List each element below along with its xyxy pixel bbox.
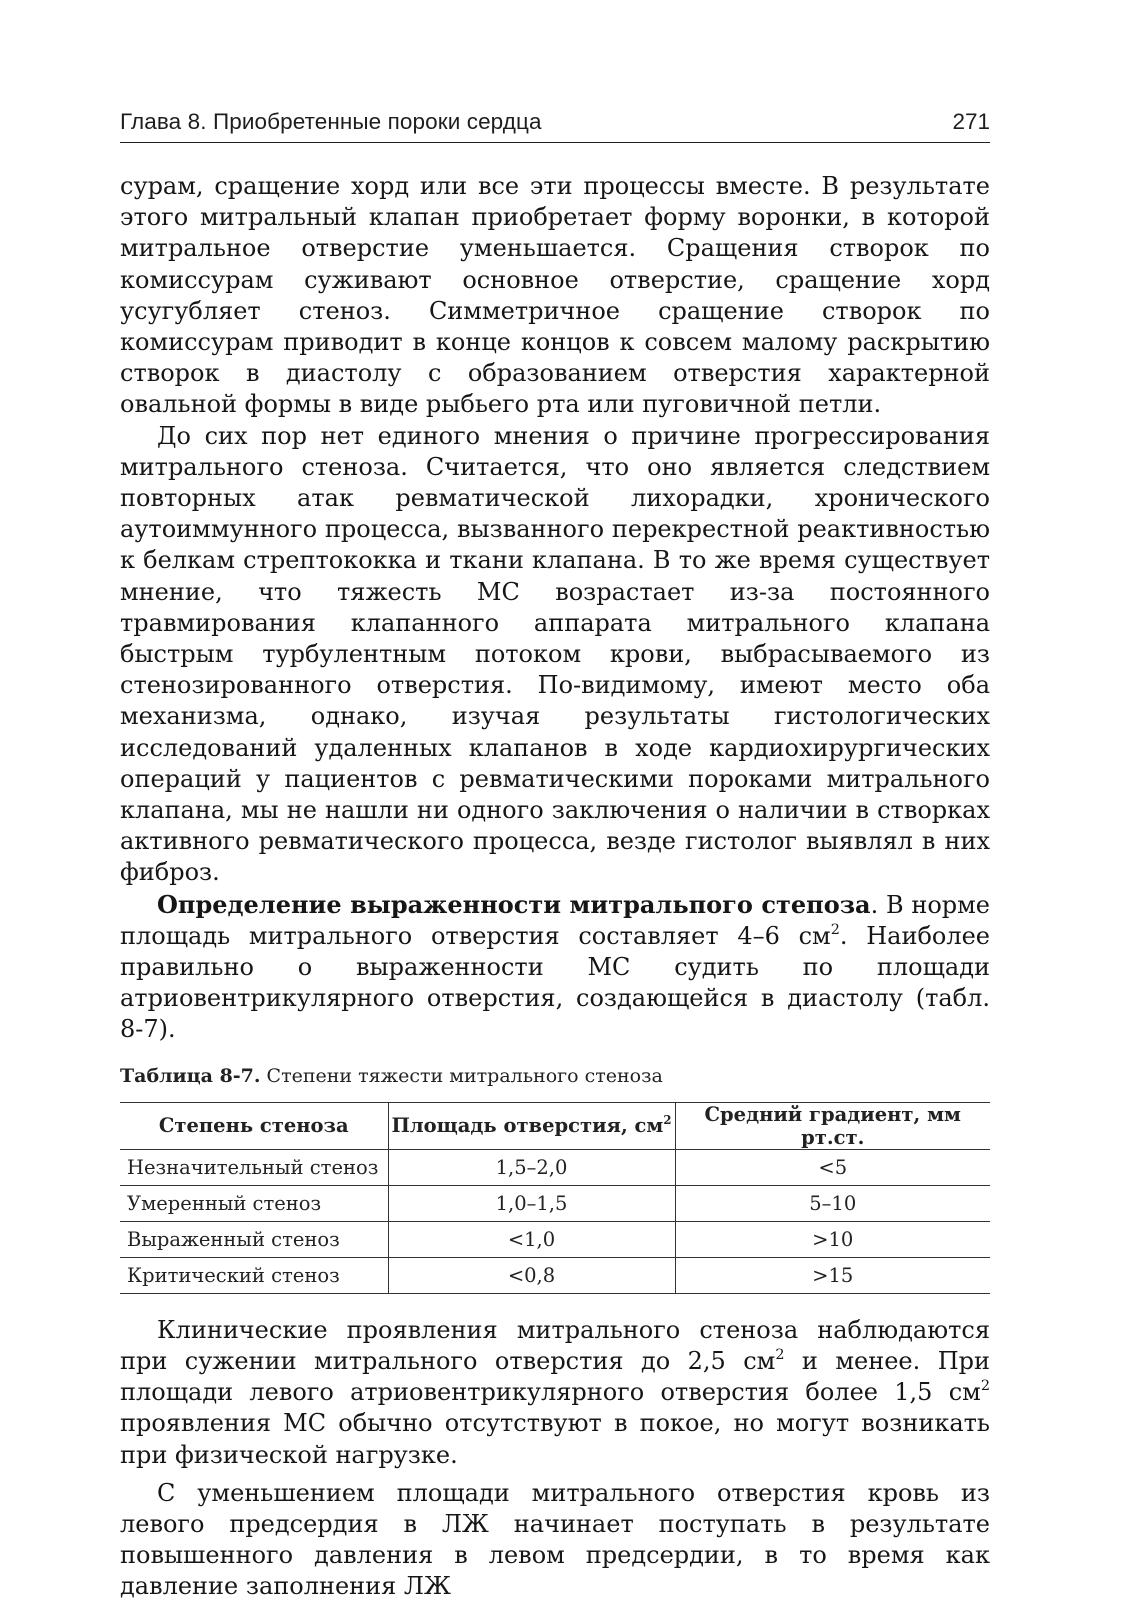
cell-degree: Выраженный стеноз: [120, 1221, 388, 1257]
cell-gradient: <5: [675, 1149, 990, 1185]
paragraph-5: С уменьшением площади митрального отверстия кровь из левого предсердия в ЛЖ начинает поступать в результате повышенного давления в левом предсердии, в то время как давление заполнения ЛЖ: [120, 1478, 990, 1601]
section-heading: Определение выраженности митральпого степоза: [157, 889, 871, 919]
table-row: [120, 1221, 990, 1257]
page-number: 271: [952, 109, 990, 134]
paragraph-3-text-b: . Наиболее правильно о выраженности МС судить по площади атриовентрикулярного отверстия, создающейся в диастолу (табл. 8-7).: [120, 921, 990, 1044]
running-header: [120, 108, 990, 143]
cell-degree: Умеренный стеноз: [120, 1185, 388, 1221]
chapter-title: Глава 8. Приобретенные пороки сердца: [120, 109, 542, 134]
cell-gradient: >10: [675, 1221, 990, 1257]
header-area: Площадь отверстия, $см^2$: [388, 1102, 675, 1149]
header-degree: Степень стеноза: [120, 1102, 388, 1149]
page-body: [120, 171, 990, 1603]
table-caption-label: Таблица 8-7.: [120, 1064, 261, 1087]
table-row: [120, 1149, 990, 1185]
cell-area: 1,5–2,0: [388, 1149, 675, 1185]
table-row: [120, 1257, 990, 1293]
cell-gradient: 5–10: [675, 1185, 990, 1221]
cell-degree: Незначительный стеноз: [120, 1149, 388, 1185]
table-caption: [120, 1065, 990, 1087]
stenosis-table: [120, 1102, 990, 1294]
cell-gradient: >15: [675, 1257, 990, 1293]
table-header-row: [120, 1102, 990, 1149]
cell-degree: Критический стеноз: [120, 1257, 388, 1293]
paragraph-2: До сих пор нет единого мнения о причине прогрессирования митрального стеноза. Считается, что оно является следствием повторных атак ревматической лихорадки, хронического аутоиммунного процесса, вызванного перекрестной реактивностью к белкам стрептококка и ткани клапана. В то же время существует мнение, что тяжесть МС возрастает из-за постоянного травмирования клапанного аппарата митрального клапана быстрым турбулентным потоком крови, выбрасываемого из стенозированного отверстия. По-видимому, имеют место оба механизма, однако, изучая результаты гистологических исследований удаленных клапанов в ходе кардиохирургических операций у пациентов с ревматическими пороками митрального клапана, мы не нашли ни одного заключения о наличии в створках активного ревматического процесса, везде гистолог выявлял в них фиброз.: [120, 421, 990, 887]
paragraph-1: сурам, сращение хорд или все эти процессы вместе. В результате этого митральный клапан приобретает форму воронки, в которой митральное отверстие уменьшается. Сращения створок по комиссурам суживают основное отверстие, сращение хорд усугубляет стеноз. Симметричное сращение створок по комиссурам приводит в конце концов к совсем малому раскрытию створок в диастолу с образованием отверстия характерной овальной формы в виде рыбьего рта или пуговичной петли.: [120, 172, 990, 419]
paragraph-4: Клинические проявления митрального стеноза наблюдаются при сужении митрального отверстия до 2,5 $см^2$ и менее. При площади левого атриовентрикулярного отверстия более 1,5 $см^2$ проявления МС обычно отсутствуют в покое, но могут возникать при физической нагрузке.: [120, 1315, 990, 1469]
header-gradient: Средний градиент, мм рт.ст.: [675, 1102, 990, 1149]
table-row: [120, 1185, 990, 1221]
cell-area: <0,8: [388, 1257, 675, 1293]
paragraph-3: [120, 889, 990, 1046]
superscript: 2: [830, 921, 840, 938]
cell-area: 1,0–1,5: [388, 1185, 675, 1221]
cell-area: <1,0: [388, 1221, 675, 1257]
table-caption-text: Степени тяжести митрального стеноза: [260, 1064, 663, 1087]
paragraph-3-text-a: . В норме площадь митрального отверстия составляет 4–6 см: [120, 890, 991, 950]
